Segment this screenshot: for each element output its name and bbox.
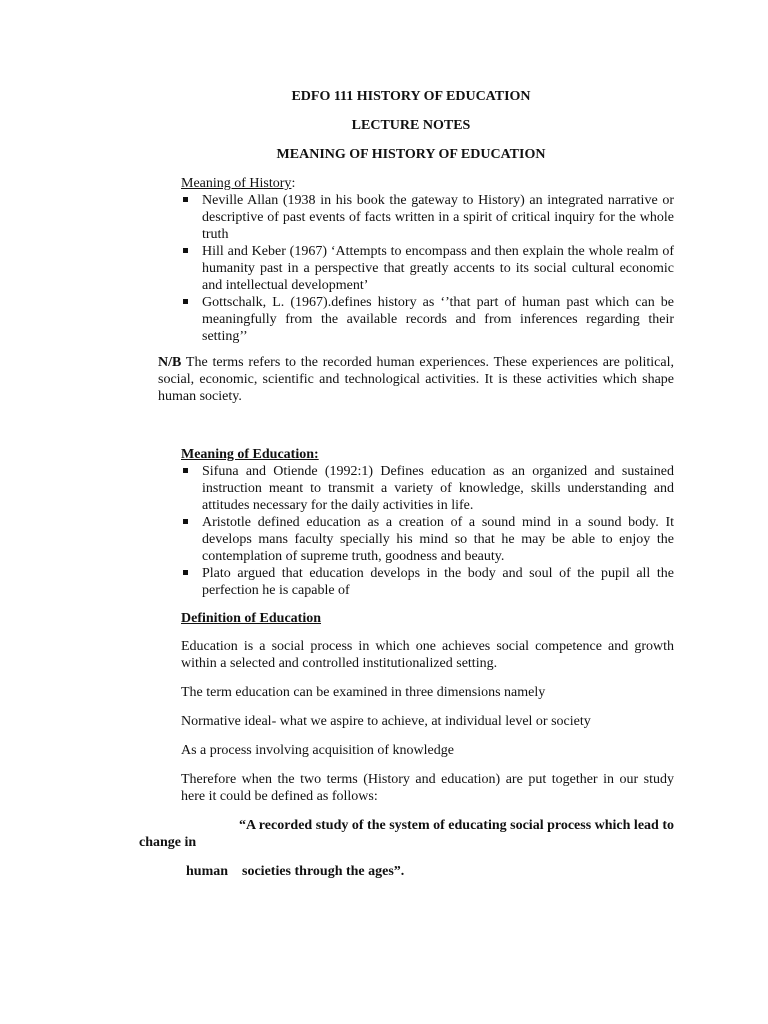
definition-paragraph-1: Education is a social process in which one achieves social competence and growth within a selected and controlled institutionalized setting.: [181, 639, 674, 671]
nb-paragraph: N/B The terms refers to the recorded human experiences. These experiences are political, social, economic, scientific and technological activities. It is these activities which shape human society.: [158, 355, 674, 404]
definition-heading: Definition of Education: [181, 611, 322, 626]
definition-paragraph-5: Therefore when the two terms (History and education) are put together in our study here it could be defined as follows:: [181, 772, 674, 804]
quote-line-2: change in: [139, 835, 197, 850]
definition-paragraph-2: The term education can be examined in three dimensions namely: [181, 685, 546, 700]
list-item: Neville Allan (1938 in his book the gateway to History) an integrated narrative or descriptive of past events of facts written in a spirit of critical inquiry for the whole truth: [181, 192, 674, 243]
quote-line-3: human societies through the ages”.: [186, 864, 405, 879]
education-bullet-list: [181, 463, 674, 599]
history-heading: Meaning of History:: [181, 176, 296, 191]
education-section: [181, 446, 674, 599]
education-heading: Meaning of Education:: [181, 447, 319, 462]
list-item: Sifuna and Otiende (1992:1) Defines education as an organized and sustained instruction meant to transmit a variety of knowledge, skills understanding and attitudes necessary for the daily activities in life.: [181, 463, 674, 514]
definition-paragraph-3: Normative ideal- what we aspire to achieve, at individual level or society: [181, 714, 591, 729]
list-item: Hill and Keber (1967) ‘Attempts to encompass and then explain the whole realm of humanity past in a perspective that greatly accents to its social cultural economic and intellectual development’: [181, 243, 674, 294]
definition-paragraph-4: As a process involving acquisition of knowledge: [181, 743, 454, 758]
history-bullet-list: [181, 192, 674, 345]
section-title: MEANING OF HISTORY OF EDUCATION: [276, 147, 546, 162]
course-title: EDFO 111 HISTORY OF EDUCATION: [291, 89, 531, 104]
lecture-notes-title: LECTURE NOTES: [351, 118, 471, 133]
list-item: Plato argued that education develops in the body and soul of the pupil all the perfection he is capable of: [181, 565, 674, 599]
list-item: Aristotle defined education as a creation of a sound mind in a sound body. It develops mans faculty specially his mind so that he may be able to enjoy the contemplation of supreme truth, goodness and beauty.: [181, 514, 674, 565]
history-section: [181, 175, 674, 345]
quote-line-1: “A recorded study of the system of educating social process which lead to: [238, 818, 674, 833]
list-item: Gottschalk, L. (1967).defines history as ‘’that part of human past which can be meaningfully from the available records and from inferences regarding their setting’’: [181, 294, 674, 345]
